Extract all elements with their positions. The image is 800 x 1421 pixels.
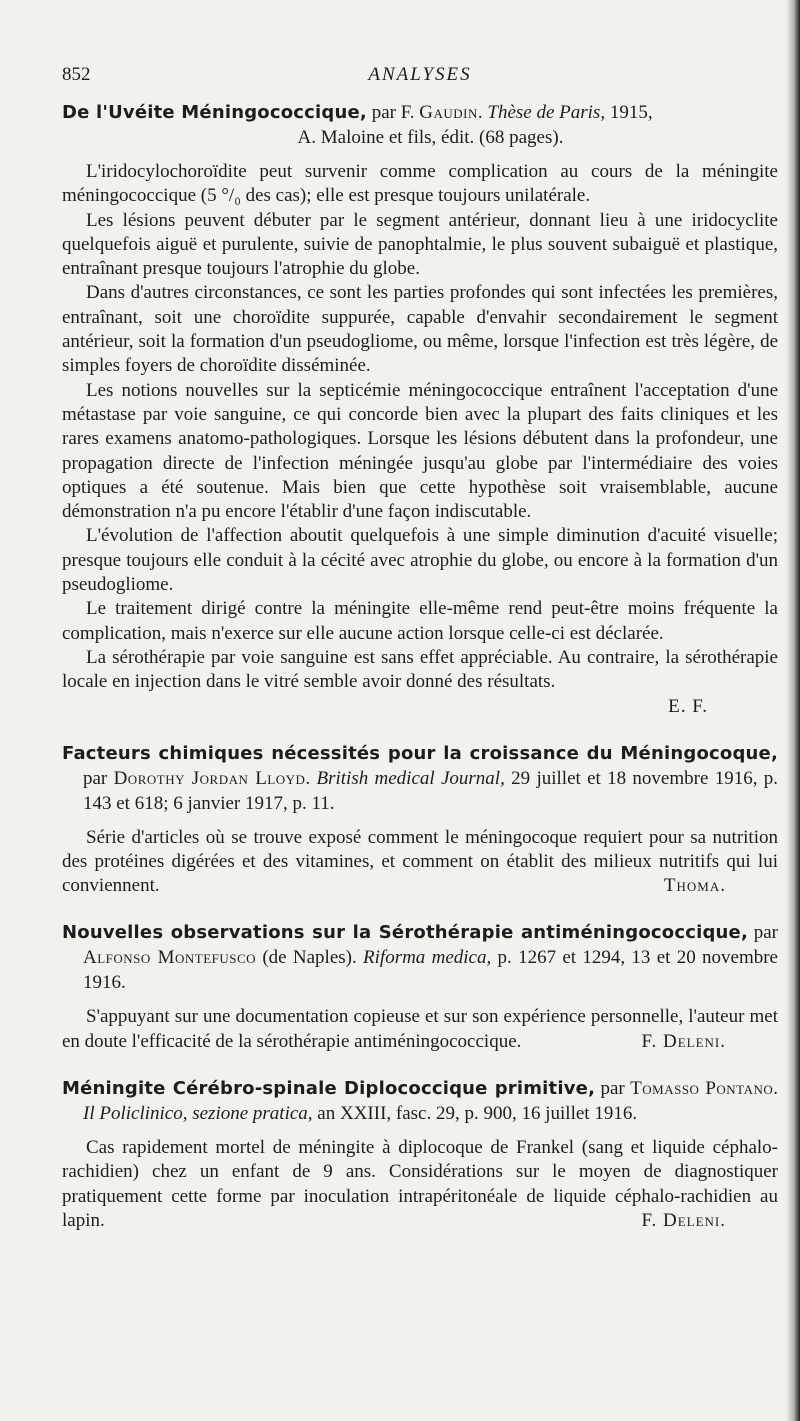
article-title: De l'Uvéite Méningococcique, [62, 102, 367, 123]
byline-prefix: par F. [366, 102, 420, 123]
byline-prefix: par [595, 1078, 631, 1100]
paragraph: Les lésions peuvent débuter par le segment antérieur, donnant lieu à une iridocyclite quelquefois aiguë et purulente, suivie de panophtalmie, le plus souvent subaiguë et plastique, entraînant presque toujours l'atrophie du globe. [62, 209, 778, 280]
article-signature: Thoma. [663, 875, 726, 897]
article-source-details: 1915, [605, 102, 653, 123]
article-signature: F. Deleni. [641, 1209, 726, 1231]
article-source-details: an XXIII, fasc. 29, p. 900, 16 juillet 1916. [312, 1103, 638, 1125]
article-source-details: p. 1267 et 1294, 13 et 20 novembre 1916. [83, 947, 778, 994]
byline-suffix: . [477, 102, 488, 123]
article-title: Facteurs chimiques nécessités pour la croissance du Méningocoque, [62, 742, 778, 764]
paragraph-text: S'appuyant sur une documentation copieuse et sur son expérience personnelle, l'auteur met en doute l'efficacité de la sérothérapie antiméningococcique. [62, 1006, 778, 1052]
page-header [62, 64, 778, 94]
paragraph-text: Série d'articles où se trouve exposé comment le méningocoque requiert pour sa nutrition des protéines digérées et des vitamines, et comment on établit des milieux nutritifs qui lui conviennent. [62, 826, 778, 897]
page-edge-shadow [786, 0, 800, 1421]
paragraph [62, 1005, 778, 1054]
paragraph: Les notions nouvelles sur la septicémie méningococcique entraînent l'acceptation d'une métastase par voie sanguine, ce qui concorde bien avec la plupart des faits cliniques et les rares examens anatomo-pathologiques. Lorsque les lésions débutent dans la profondeur, une propagation directe de l'infection méningée jusqu'au globe par l'intermédiaire des voies optiques a été soutenue. Mais bien que cette hypothèse soit vraisemblable, aucune démonstration n'a pu encore l'établir d'une façon indiscutable. [62, 379, 778, 523]
paragraph: La sérothérapie par voie sanguine est sans effet appréciable. Au contraire, la sérothérapie locale en injection dans le vitré semble avoir donné des résultats. [62, 646, 778, 693]
article-author: Tomasso Pontano [630, 1078, 774, 1100]
paragraph [62, 1136, 778, 1233]
byline-suffix: (de Naples). [256, 947, 364, 969]
byline-prefix: par [83, 767, 114, 789]
paragraph: L'évolution de l'affection aboutit quelquefois à une simple diminution d'acuité visuelle; presque toujours elle conduit à la cécité avec atrophie du globe, ou encore à la formation d'un pseudogliome. [62, 525, 778, 596]
article-title: Méningite Cérébro-spinale Diplococcique primitive, [62, 1078, 596, 1100]
article-author: Alfonso Montefusco [83, 947, 257, 969]
article-source: Riforma medica, [363, 947, 492, 969]
byline-prefix: par [748, 922, 778, 944]
paragraph: Le traitement dirigé contre la méningite elle-même rend peut-être moins fréquente la complication, mais n'exerce sur elle aucune action lorsque celle-ci est déclarée. [62, 598, 778, 644]
page-content [62, 64, 778, 1255]
paragraph: L'iridocylochoroïdite peut survenir comme complication au cours de la méningite méningococcique (5 °/₀ des cas); elle est presque toujours unilatérale. [62, 161, 778, 207]
article-heading [62, 1076, 778, 1126]
article-author: Gaudin [419, 102, 478, 123]
byline-suffix: . [773, 1078, 778, 1100]
article-signature: F. Deleni. [641, 1030, 726, 1052]
article-heading [62, 920, 778, 995]
page-number: 852 [62, 64, 91, 85]
article-source: British medical Journal, [316, 767, 505, 789]
article-facteurs-chimiques [62, 741, 778, 899]
article-uveite [62, 100, 778, 719]
article-meningite-diplococcique [62, 1076, 778, 1233]
byline-suffix: . [305, 767, 317, 789]
paragraph-text: Cas rapidement mortel de méningite à diplocoque de Frankel (sang et liquide céphalo-rachidien) chez un enfant de 9 ans. Considérations sur le moyen de diagnostiquer pratiquement cette forme par inoculation intrapéritonéale de liquide céphalo-rachidien au lapin. [62, 1137, 778, 1231]
paragraph: Dans d'autres circonstances, ce sont les parties profondes qui sont infectées les premières, entraînant, soit une choroïdite suppurée, capable d'envahir secondairement le segment antérieur, soit la formation d'un pseudogliome, ou même, lorsque l'infection est très légère, de simples foyers de choroïdite disséminée. [62, 282, 778, 377]
article-source: Il Policlinico, sezione pratica, [83, 1103, 313, 1125]
paragraph [62, 826, 778, 899]
article-source: Thèse de Paris, [487, 102, 606, 123]
article-source-details: 29 juillet et 18 novembre 1916, p. 143 et 618; 6 janvier 1917, p. 11. [83, 767, 779, 814]
article-publisher: A. Maloine et fils, édit. (68 pages). [297, 127, 564, 148]
article-heading [62, 100, 778, 150]
article-author: Dorothy Jordan Lloyd [113, 767, 306, 789]
article-heading [62, 741, 778, 816]
article-serotherapie [62, 920, 778, 1054]
article-title: Nouvelles observations sur la Sérothérapie antiméningococcique, [62, 922, 748, 944]
running-title: ANALYSES [368, 64, 472, 85]
article-signature: E. F. [668, 695, 708, 717]
